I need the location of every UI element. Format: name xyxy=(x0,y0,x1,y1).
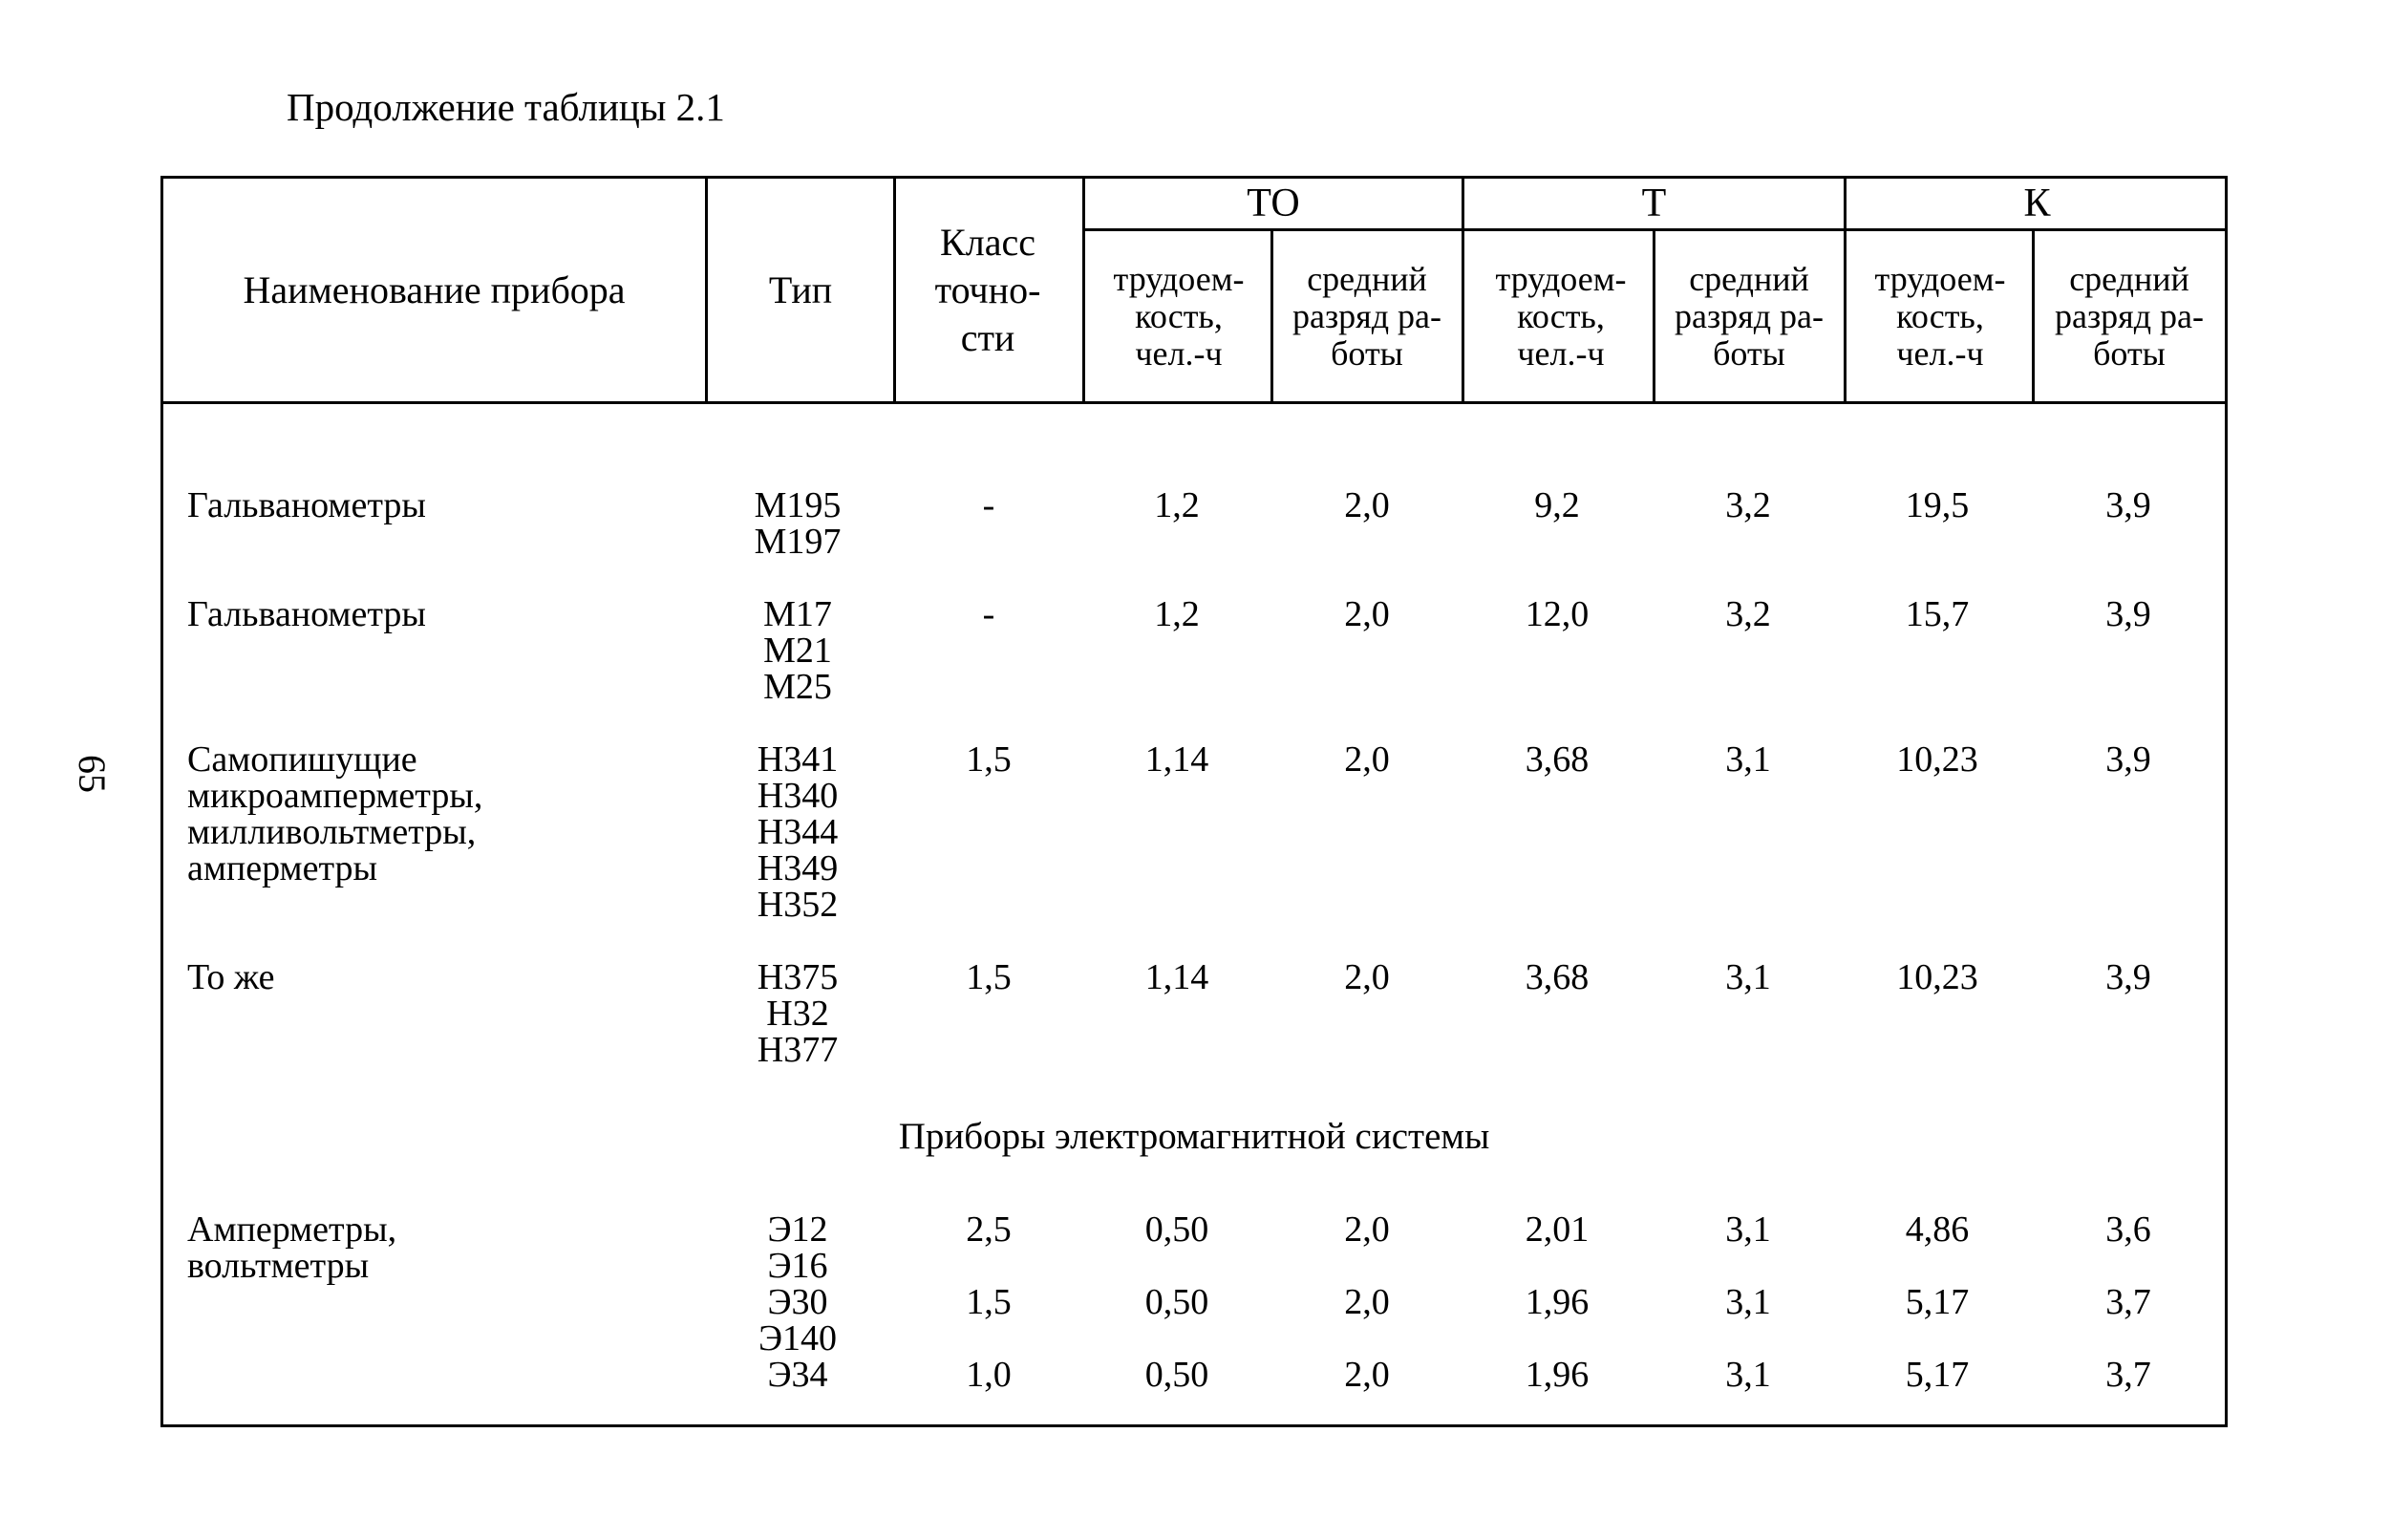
header-k-grade: средний разряд ра-боты xyxy=(2054,259,2205,373)
cell-type: Н375 Н32 Н377 xyxy=(757,957,839,1070)
cell-t-labor: 3,68 xyxy=(1525,739,1590,780)
cell-type: Э12 Э16 Э30 Э140 Э34 xyxy=(758,1209,838,1395)
cell-class: - xyxy=(982,594,995,634)
cell-to-labor: 0,50 xyxy=(1144,1282,1209,1322)
cell-k-grade: 3,7 xyxy=(2105,1355,2151,1395)
cell-name: Самопишущие микроамперметры, милливольтметры, амперметры xyxy=(187,739,483,888)
cell-t-labor: 9,2 xyxy=(1534,485,1580,525)
cell-k-grade: 3,9 xyxy=(2105,594,2151,634)
cell-to-grade: 2,0 xyxy=(1344,594,1390,634)
page-number: 65 xyxy=(71,755,114,793)
cell-t-labor: 2,01 xyxy=(1525,1209,1590,1250)
cell-t-grade: 3,1 xyxy=(1725,1282,1771,1322)
cell-k-grade: 3,9 xyxy=(2105,739,2151,780)
cell-type: М195 М197 xyxy=(754,485,842,562)
cell-name: Гальванометры xyxy=(187,594,426,634)
cell-t-labor: 3,68 xyxy=(1525,957,1590,997)
cell-to-labor: 1,14 xyxy=(1144,957,1209,997)
header-group-t: Т xyxy=(1641,182,1667,225)
cell-to-grade: 2,0 xyxy=(1344,957,1390,997)
cell-name: Гальванометры xyxy=(187,485,426,525)
cell-class: - xyxy=(982,485,995,525)
header-k-labor: трудоем-кость, чел.-ч xyxy=(1874,259,2006,373)
header-t-grade: средний разряд ра-боты xyxy=(1674,259,1825,373)
cell-k-labor: 5,17 xyxy=(1905,1282,1970,1322)
header-bottom-line xyxy=(160,401,2228,404)
cell-k-labor: 4,86 xyxy=(1905,1209,1970,1250)
cell-t-labor: 12,0 xyxy=(1525,594,1590,634)
cell-class: 1,5 xyxy=(966,957,1012,997)
header-type: Тип xyxy=(768,267,833,311)
cell-k-labor: 10,23 xyxy=(1896,739,1978,780)
cell-k-grade: 3,6 xyxy=(2105,1209,2151,1250)
cell-k-labor: 5,17 xyxy=(1905,1355,1970,1395)
cell-class: 2,5 xyxy=(966,1209,1012,1250)
cell-class: 1,5 xyxy=(966,739,1012,780)
cell-name: Амперметры, вольтметры xyxy=(187,1209,397,1286)
header-group-k: К xyxy=(2023,182,2051,225)
cell-class: 1,5 xyxy=(966,1282,1012,1322)
cell-to-grade: 2,0 xyxy=(1344,739,1390,780)
col-divider-t-sub xyxy=(1653,228,1655,403)
header-group-to: ТО xyxy=(1247,182,1300,225)
cell-t-labor: 1,96 xyxy=(1525,1282,1590,1322)
header-to-labor: трудоем-кость, чел.-ч xyxy=(1113,259,1245,373)
cell-t-grade: 3,1 xyxy=(1725,957,1771,997)
cell-k-labor: 19,5 xyxy=(1905,485,1970,525)
cell-type: Н341 Н340 Н344 Н349 Н352 xyxy=(757,739,839,925)
col-divider-type xyxy=(893,176,896,403)
cell-to-grade: 2,0 xyxy=(1344,1282,1390,1322)
cell-to-labor: 1,14 xyxy=(1144,739,1209,780)
col-divider-k-sub xyxy=(2032,228,2035,403)
cell-to-labor: 0,50 xyxy=(1144,1355,1209,1395)
cell-to-labor: 1,2 xyxy=(1154,594,1200,634)
cell-to-grade: 2,0 xyxy=(1344,1355,1390,1395)
cell-t-grade: 3,1 xyxy=(1725,739,1771,780)
cell-t-grade: 3,2 xyxy=(1725,594,1771,634)
cell-t-grade: 3,1 xyxy=(1725,1209,1771,1250)
col-divider-to-sub xyxy=(1270,228,1273,403)
cell-to-grade: 2,0 xyxy=(1344,1209,1390,1250)
cell-t-grade: 3,1 xyxy=(1725,1355,1771,1395)
cell-k-grade: 3,9 xyxy=(2105,957,2151,997)
cell-to-labor: 1,2 xyxy=(1154,485,1200,525)
header-name: Наименование прибора xyxy=(243,267,626,311)
cell-k-grade: 3,7 xyxy=(2105,1282,2151,1322)
cell-k-labor: 10,23 xyxy=(1896,957,1978,997)
header-t-labor: трудоем-кость, чел.-ч xyxy=(1495,259,1627,373)
cell-type: М17 М21 М25 xyxy=(763,594,832,707)
cell-name: То же xyxy=(187,957,275,997)
header-to-grade: средний разряд ра-боты xyxy=(1292,259,1442,373)
cell-to-grade: 2,0 xyxy=(1344,485,1390,525)
cell-to-labor: 0,50 xyxy=(1144,1209,1209,1250)
cell-k-grade: 3,9 xyxy=(2105,485,2151,525)
table-caption: Продолжение таблицы 2.1 xyxy=(287,85,725,129)
section-title: Приборы электромагнитной системы xyxy=(898,1116,1490,1157)
cell-t-grade: 3,2 xyxy=(1725,485,1771,525)
cell-class: 1,0 xyxy=(966,1355,1012,1395)
cell-t-labor: 1,96 xyxy=(1525,1355,1590,1395)
cell-k-labor: 15,7 xyxy=(1905,594,1970,634)
header-accuracy-class: Класс точно-сти xyxy=(934,220,1041,359)
